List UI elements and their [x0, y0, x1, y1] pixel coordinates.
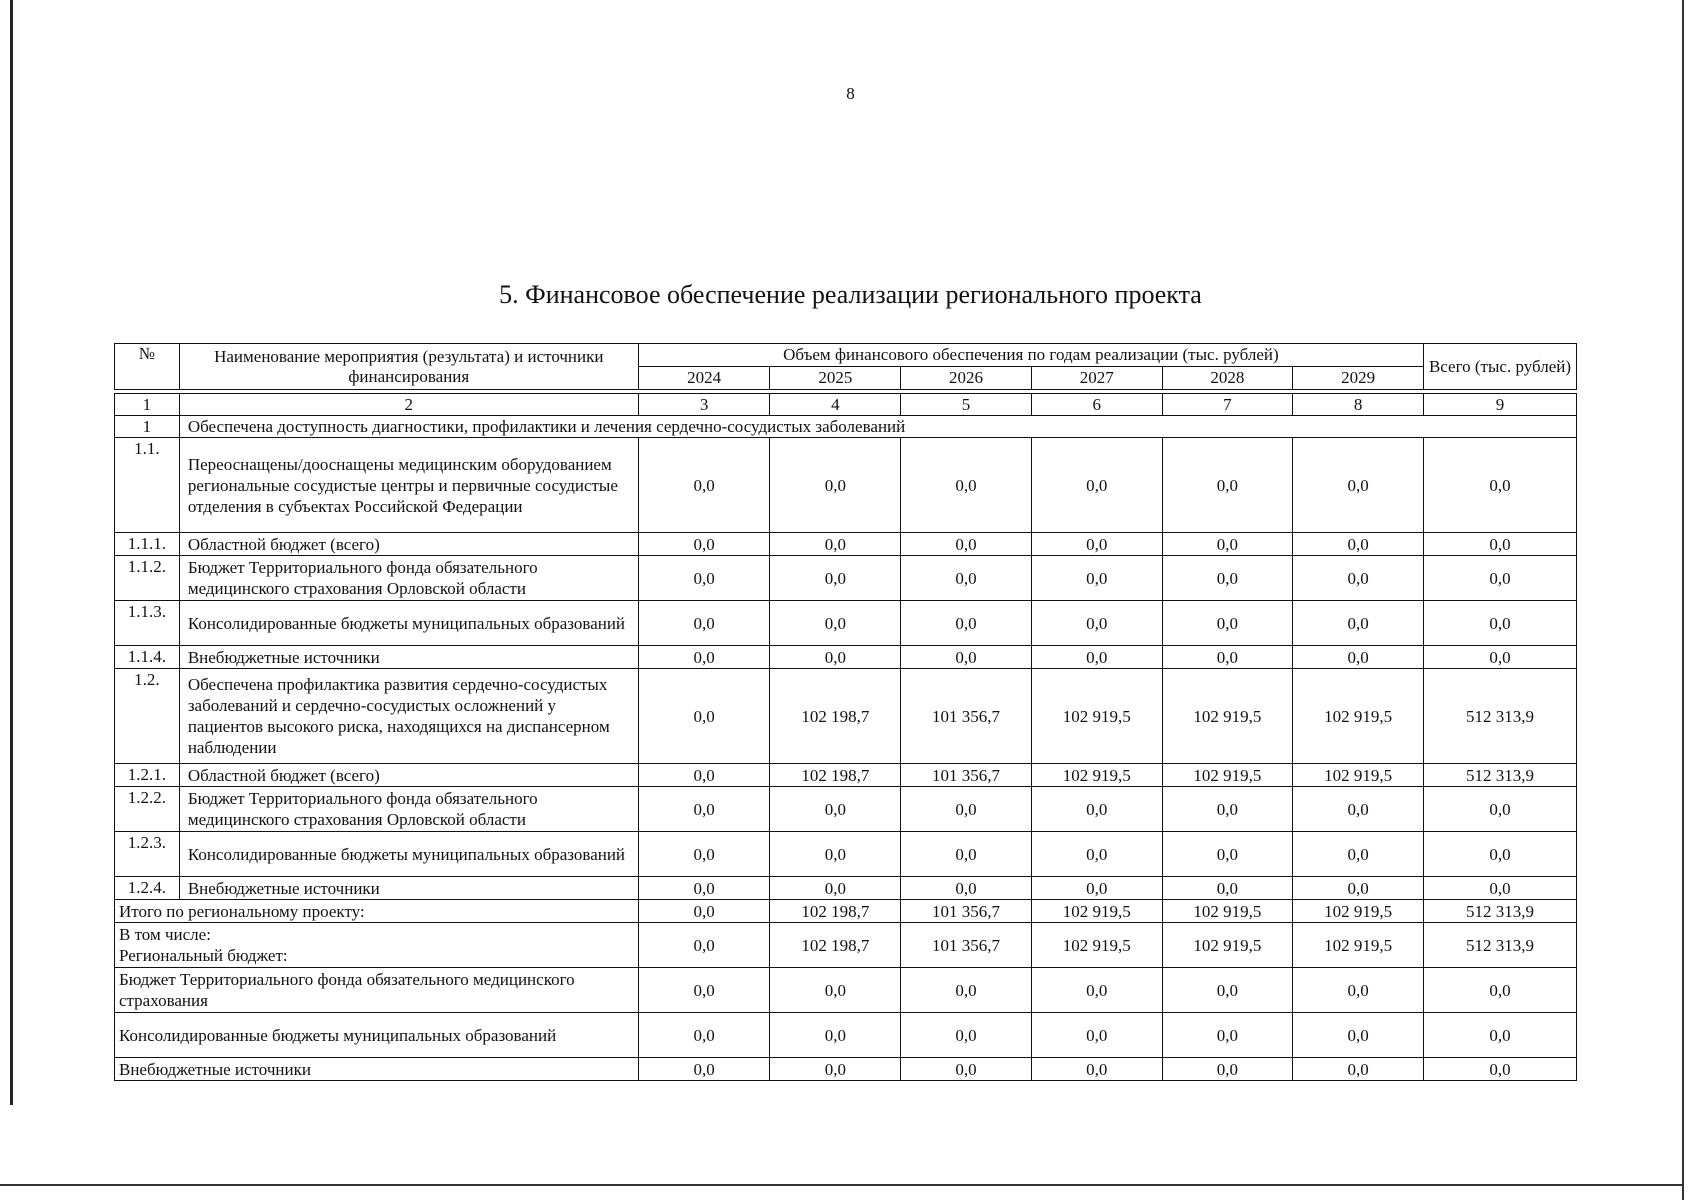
total-value-cell: 0,0	[1293, 1058, 1424, 1081]
value-cell: 0,0	[638, 787, 770, 832]
row-name: Консолидированные бюджеты муниципальных образований	[179, 832, 638, 877]
column-numbers-row	[115, 394, 1577, 416]
value-cell: 0,0	[638, 646, 770, 669]
header-year: 2024	[638, 367, 770, 390]
column-number: 1	[115, 394, 180, 416]
total-name: Внебюджетные источники	[115, 1058, 639, 1081]
table-row	[115, 533, 1577, 556]
row-name: Внебюджетные источники	[179, 646, 638, 669]
total-value-cell: 0,0	[1031, 1013, 1162, 1058]
header-year: 2026	[901, 367, 1032, 390]
total-value-cell: 0,0	[1423, 1013, 1576, 1058]
total-value-cell: 0,0	[770, 1013, 901, 1058]
value-cell: 0,0	[1162, 438, 1293, 533]
row-name: Внебюджетные источники	[179, 877, 638, 900]
value-cell: 102 919,5	[1293, 669, 1424, 764]
value-cell: 0,0	[901, 601, 1032, 646]
header-total: Всего (тыс. рублей)	[1423, 344, 1576, 390]
value-cell: 101 356,7	[901, 669, 1032, 764]
total-value-cell: 0,0	[770, 1058, 901, 1081]
row-name: Областной бюджет (всего)	[179, 533, 638, 556]
value-cell: 0,0	[901, 877, 1032, 900]
row-name: Переоснащены/дооснащены медицинским оборудованием региональные сосудистые центры и первичные сосудистые отделения в субъектах Российской Федерации	[179, 438, 638, 533]
column-number: 7	[1162, 394, 1293, 416]
section-row	[115, 416, 1577, 438]
row-name: Бюджет Территориального фонда обязательного медицинского страхования Орловской области	[179, 556, 638, 601]
total-name: Бюджет Территориального фонда обязательного медицинского страхования	[115, 968, 639, 1013]
total-name: Консолидированные бюджеты муниципальных образований	[115, 1013, 639, 1058]
total-row	[115, 968, 1577, 1013]
total-row	[115, 1013, 1577, 1058]
table-row	[115, 669, 1577, 764]
value-cell: 0,0	[770, 601, 901, 646]
row-number: 1.2.3.	[115, 832, 180, 877]
table-row	[115, 646, 1577, 669]
total-value-cell: 102 198,7	[770, 923, 901, 968]
value-cell: 0,0	[1162, 556, 1293, 601]
financing-table	[114, 343, 1577, 1081]
value-cell: 0,0	[638, 601, 770, 646]
value-cell: 0,0	[1293, 438, 1424, 533]
value-cell: 0,0	[901, 556, 1032, 601]
value-cell: 101 356,7	[901, 764, 1032, 787]
value-cell: 0,0	[901, 646, 1032, 669]
total-name: В том числе: Региональный бюджет:	[115, 923, 639, 968]
total-value-cell: 0,0	[770, 968, 901, 1013]
value-cell: 0,0	[1423, 601, 1576, 646]
bottom-scan-edge	[0, 1184, 1684, 1186]
value-cell: 0,0	[770, 832, 901, 877]
total-value-cell: 102 919,5	[1162, 900, 1293, 923]
value-cell: 0,0	[1031, 556, 1162, 601]
table-row	[115, 764, 1577, 787]
value-cell: 102 198,7	[770, 764, 901, 787]
row-number: 1.1.3.	[115, 601, 180, 646]
value-cell: 0,0	[638, 764, 770, 787]
column-number: 4	[770, 394, 901, 416]
value-cell: 0,0	[770, 556, 901, 601]
row-name: Обеспечена профилактика развития сердечно-сосудистых заболеваний и сердечно-сосудистых осложнений у пациентов высокого риска, находящихся на диспансерном наблюдении	[179, 669, 638, 764]
value-cell: 0,0	[770, 646, 901, 669]
total-row	[115, 900, 1577, 923]
value-cell: 0,0	[1423, 646, 1576, 669]
header-volume: Объем финансового обеспечения по годам реализации (тыс. рублей)	[638, 344, 1423, 367]
total-value-cell: 512 313,9	[1423, 900, 1576, 923]
total-value-cell: 0,0	[638, 968, 770, 1013]
value-cell: 512 313,9	[1423, 764, 1576, 787]
column-number: 6	[1031, 394, 1162, 416]
value-cell: 0,0	[638, 556, 770, 601]
value-cell: 102 919,5	[1031, 669, 1162, 764]
value-cell: 0,0	[638, 877, 770, 900]
total-value-cell: 0,0	[638, 923, 770, 968]
total-value-cell: 0,0	[1162, 1013, 1293, 1058]
total-value-cell: 102 919,5	[1031, 900, 1162, 923]
value-cell: 0,0	[1031, 533, 1162, 556]
value-cell: 0,0	[1423, 556, 1576, 601]
value-cell: 0,0	[1162, 646, 1293, 669]
total-value-cell: 0,0	[1031, 968, 1162, 1013]
row-number: 1.1.4.	[115, 646, 180, 669]
row-number: 1.2.	[115, 669, 180, 764]
table-row	[115, 601, 1577, 646]
column-number: 3	[638, 394, 770, 416]
value-cell: 0,0	[770, 438, 901, 533]
value-cell: 102 919,5	[1293, 764, 1424, 787]
total-value-cell: 512 313,9	[1423, 923, 1576, 968]
total-value-cell: 0,0	[901, 968, 1032, 1013]
value-cell: 0,0	[638, 669, 770, 764]
header-year: 2027	[1031, 367, 1162, 390]
value-cell: 0,0	[638, 438, 770, 533]
value-cell: 0,0	[1162, 787, 1293, 832]
value-cell: 0,0	[901, 832, 1032, 877]
left-scan-edge	[10, 0, 13, 1105]
row-number: 1.2.1.	[115, 764, 180, 787]
value-cell: 0,0	[1293, 601, 1424, 646]
value-cell: 0,0	[1293, 646, 1424, 669]
value-cell: 0,0	[1162, 877, 1293, 900]
table-row	[115, 556, 1577, 601]
value-cell: 0,0	[1031, 646, 1162, 669]
value-cell: 0,0	[1423, 438, 1576, 533]
value-cell: 0,0	[638, 533, 770, 556]
total-value-cell: 0,0	[638, 1013, 770, 1058]
row-name: Бюджет Территориального фонда обязательного медицинского страхования Орловской области	[179, 787, 638, 832]
value-cell: 0,0	[1031, 601, 1162, 646]
total-value-cell: 102 198,7	[770, 900, 901, 923]
total-value-cell: 0,0	[901, 1013, 1032, 1058]
total-row	[115, 1058, 1577, 1081]
total-value-cell: 102 919,5	[1293, 900, 1424, 923]
total-value-cell: 0,0	[1423, 1058, 1576, 1081]
value-cell: 0,0	[1293, 832, 1424, 877]
value-cell: 0,0	[1162, 832, 1293, 877]
table-row	[115, 787, 1577, 832]
total-value-cell: 102 919,5	[1162, 923, 1293, 968]
value-cell: 0,0	[901, 438, 1032, 533]
value-cell: 0,0	[770, 787, 901, 832]
total-value-cell: 0,0	[1162, 1058, 1293, 1081]
value-cell: 0,0	[901, 787, 1032, 832]
total-value-cell: 0,0	[1031, 1058, 1162, 1081]
value-cell: 512 313,9	[1423, 669, 1576, 764]
section-title: 5. Финансовое обеспечение реализации регионального проекта	[499, 280, 1202, 309]
value-cell: 102 919,5	[1031, 764, 1162, 787]
total-value-cell: 0,0	[1423, 968, 1576, 1013]
value-cell: 0,0	[1031, 877, 1162, 900]
row-number: 1.1.	[115, 438, 180, 533]
right-scan-edge	[1682, 0, 1684, 1200]
header-name: Наименование мероприятия (результата) и источники финансирования	[179, 344, 638, 390]
value-cell: 102 919,5	[1162, 764, 1293, 787]
header-year: 2029	[1293, 367, 1424, 390]
total-value-cell: 101 356,7	[901, 900, 1032, 923]
total-value-cell: 101 356,7	[901, 923, 1032, 968]
row-name: Консолидированные бюджеты муниципальных образований	[179, 601, 638, 646]
value-cell: 0,0	[638, 832, 770, 877]
total-value-cell: 102 919,5	[1031, 923, 1162, 968]
header-row-1	[115, 344, 1577, 367]
row-number: 1.2.2.	[115, 787, 180, 832]
table-row	[115, 438, 1577, 533]
value-cell: 0,0	[1293, 877, 1424, 900]
value-cell: 0,0	[1162, 601, 1293, 646]
value-cell: 0,0	[1031, 832, 1162, 877]
section-title-cell: Обеспечена доступность диагностики, профилактики и лечения сердечно-сосудистых заболеваний	[179, 416, 1576, 438]
total-row	[115, 923, 1577, 968]
value-cell: 0,0	[1031, 787, 1162, 832]
column-number: 9	[1423, 394, 1576, 416]
total-value-cell: 0,0	[638, 900, 770, 923]
value-cell: 0,0	[770, 533, 901, 556]
page-number: 8	[846, 84, 855, 103]
total-value-cell: 0,0	[901, 1058, 1032, 1081]
value-cell: 0,0	[1423, 533, 1576, 556]
table-row	[115, 877, 1577, 900]
value-cell: 0,0	[1423, 877, 1576, 900]
total-value-cell: 0,0	[638, 1058, 770, 1081]
value-cell: 0,0	[1423, 787, 1576, 832]
value-cell: 102 919,5	[1162, 669, 1293, 764]
table-row	[115, 832, 1577, 877]
value-cell: 0,0	[1162, 533, 1293, 556]
header-year: 2028	[1162, 367, 1293, 390]
row-number: 1.2.4.	[115, 877, 180, 900]
value-cell: 0,0	[770, 877, 901, 900]
value-cell: 0,0	[1293, 787, 1424, 832]
column-number: 8	[1293, 394, 1424, 416]
value-cell: 0,0	[1293, 556, 1424, 601]
total-value-cell: 0,0	[1162, 968, 1293, 1013]
total-name: Итого по региональному проекту:	[115, 900, 639, 923]
column-number: 5	[901, 394, 1032, 416]
column-number: 2	[179, 394, 638, 416]
total-value-cell: 102 919,5	[1293, 923, 1424, 968]
section-no: 1	[115, 416, 180, 438]
total-value-cell: 0,0	[1293, 1013, 1424, 1058]
value-cell: 0,0	[1293, 533, 1424, 556]
value-cell: 0,0	[1423, 832, 1576, 877]
total-value-cell: 0,0	[1293, 968, 1424, 1013]
value-cell: 0,0	[901, 533, 1032, 556]
value-cell: 102 198,7	[770, 669, 901, 764]
header-year: 2025	[770, 367, 901, 390]
header-no: №	[115, 344, 180, 390]
value-cell: 0,0	[1031, 438, 1162, 533]
row-name: Областной бюджет (всего)	[179, 764, 638, 787]
row-number: 1.1.2.	[115, 556, 180, 601]
row-number: 1.1.1.	[115, 533, 180, 556]
